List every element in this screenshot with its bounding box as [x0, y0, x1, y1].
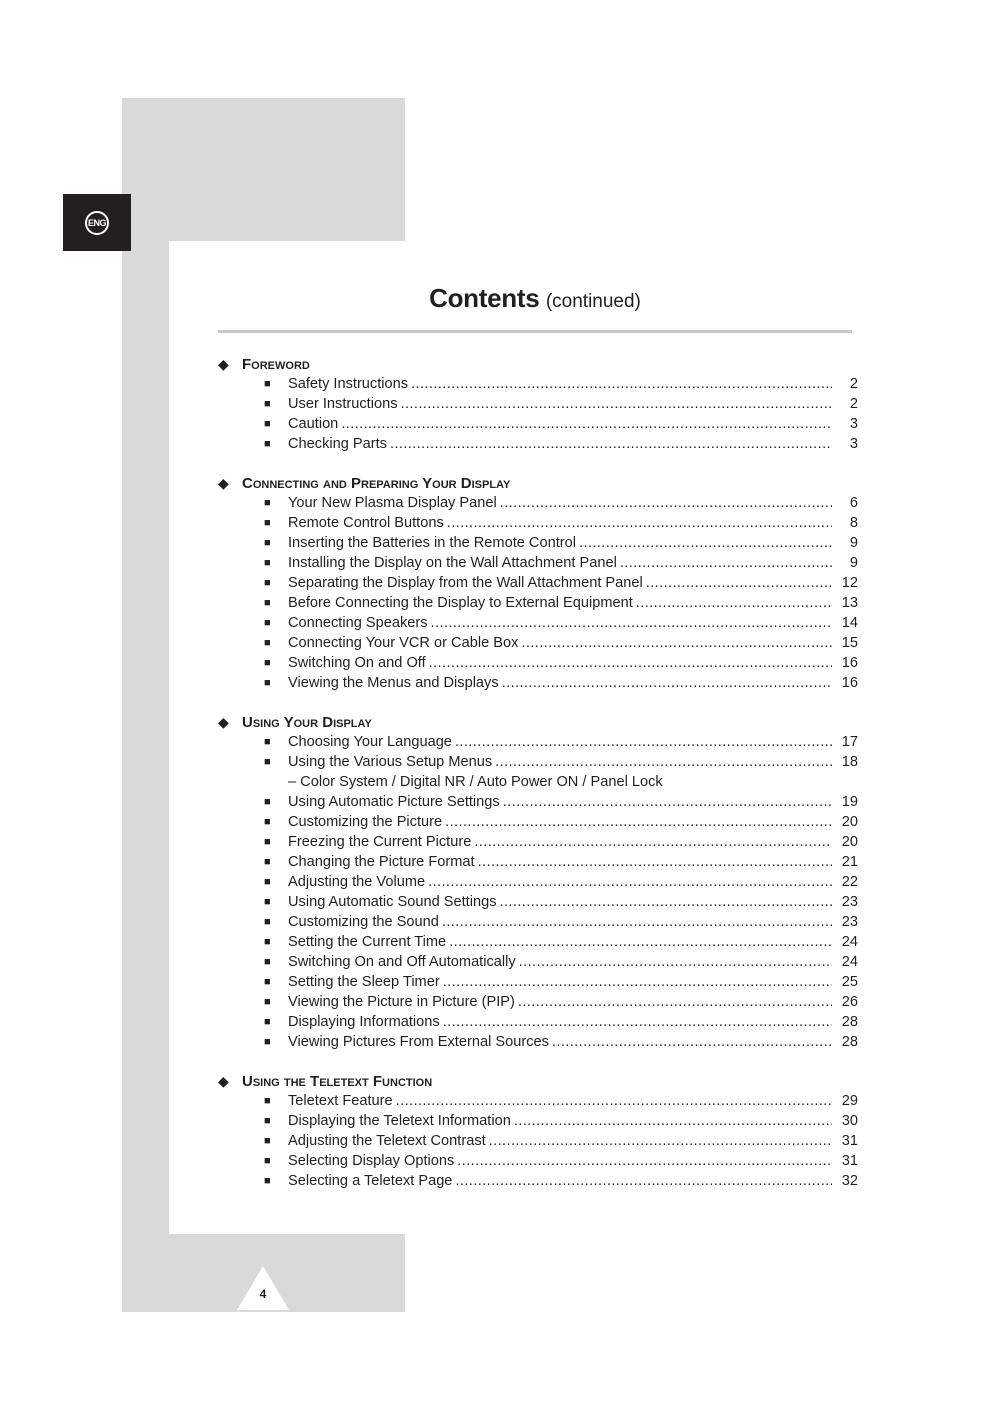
diamond-bullet-icon: ◆ — [218, 356, 229, 372]
title-sub: (continued) — [545, 291, 641, 312]
toc-entry-page: 28 — [839, 1032, 858, 1052]
toc-entry-title: Adjusting the Teletext Contrast — [288, 1133, 489, 1149]
square-bullet-icon: ■ — [264, 856, 271, 868]
square-bullet-icon: ■ — [264, 418, 271, 430]
toc-entry[interactable] — [218, 553, 858, 573]
toc-entry[interactable] — [218, 952, 858, 972]
toc-entry-page: 24 — [839, 932, 858, 952]
toc-entry-title: Displaying the Teletext Information — [288, 1113, 514, 1129]
dot-leader — [288, 1012, 832, 1032]
toc-entry-page: 20 — [839, 812, 858, 832]
toc-entry-page: 23 — [839, 912, 858, 932]
dot-leader — [288, 613, 832, 633]
dot-leader — [288, 952, 832, 972]
square-bullet-icon: ■ — [264, 896, 271, 908]
dot-leader — [288, 872, 832, 892]
toc-entry[interactable] — [218, 852, 858, 872]
toc-entry[interactable] — [218, 872, 858, 892]
toc-entry[interactable] — [218, 414, 858, 434]
square-bullet-icon: ■ — [264, 1095, 271, 1107]
dot-leader — [288, 493, 832, 513]
toc-entry[interactable] — [218, 1171, 858, 1191]
title-divider — [218, 330, 852, 333]
toc-entry-title: Switching On and Off — [288, 655, 429, 671]
toc-entry[interactable] — [218, 394, 858, 414]
toc-entry-title: Separating the Display from the Wall Attachment Panel — [288, 575, 646, 591]
toc-entry-title: Viewing the Picture in Picture (PIP) — [288, 994, 518, 1010]
square-bullet-icon: ■ — [264, 736, 271, 748]
toc-entry-page: 26 — [839, 992, 858, 1012]
toc-entry-title: Selecting Display Options — [288, 1153, 457, 1169]
section-heading — [218, 1071, 858, 1091]
toc-entry-page: 13 — [839, 593, 858, 613]
dot-leader — [288, 932, 832, 952]
square-bullet-icon: ■ — [264, 956, 271, 968]
square-bullet-icon: ■ — [264, 916, 271, 928]
diamond-bullet-icon: ◆ — [218, 1073, 229, 1089]
toc-entry-title: Connecting Speakers — [288, 615, 431, 631]
dot-leader — [288, 1032, 832, 1052]
square-bullet-icon: ■ — [264, 1016, 271, 1028]
square-bullet-icon: ■ — [264, 1175, 271, 1187]
square-bullet-icon: ■ — [264, 637, 271, 649]
toc-entry[interactable] — [218, 1012, 858, 1032]
toc-entry[interactable] — [218, 653, 858, 673]
table-of-contents — [218, 354, 858, 1210]
toc-entry[interactable] — [218, 972, 858, 992]
toc-entry-page: 19 — [839, 792, 858, 812]
page-title — [218, 283, 852, 314]
dot-leader — [288, 513, 832, 533]
square-bullet-icon: ■ — [264, 1036, 271, 1048]
section-heading-text: Using the Teletext Function — [242, 1073, 433, 1090]
toc-entry[interactable] — [218, 912, 858, 932]
toc-entry[interactable] — [218, 493, 858, 513]
toc-entry-title: Inserting the Batteries in the Remote Control — [288, 535, 579, 551]
dot-leader — [288, 533, 832, 553]
toc-entry-title: Before Connecting the Display to External Equipment — [288, 595, 636, 611]
toc-entry-page: 23 — [839, 892, 858, 912]
section-heading — [218, 354, 858, 374]
toc-section — [218, 354, 858, 454]
square-bullet-icon: ■ — [264, 756, 271, 768]
square-bullet-icon: ■ — [264, 398, 271, 410]
toc-entry-page: 9 — [847, 533, 858, 553]
square-bullet-icon: ■ — [264, 657, 271, 669]
toc-entry-page: 31 — [839, 1151, 858, 1171]
section-heading — [218, 712, 858, 732]
dot-leader — [288, 374, 832, 394]
diamond-bullet-icon: ◆ — [218, 714, 229, 730]
diamond-bullet-icon: ◆ — [218, 475, 229, 491]
square-bullet-icon: ■ — [264, 438, 271, 450]
dot-leader — [288, 912, 832, 932]
toc-entry-page: 30 — [839, 1111, 858, 1131]
dot-leader — [288, 1111, 832, 1131]
toc-entry-page: 21 — [839, 852, 858, 872]
square-bullet-icon: ■ — [264, 796, 271, 808]
toc-entry[interactable] — [218, 892, 858, 912]
dot-leader — [288, 414, 832, 434]
dot-leader — [288, 812, 832, 832]
toc-entry[interactable] — [218, 732, 858, 752]
dot-leader — [288, 892, 832, 912]
toc-entry-page: 14 — [839, 613, 858, 633]
toc-entry-title: Selecting a Teletext Page — [288, 1173, 455, 1189]
toc-entry[interactable] — [218, 1151, 858, 1171]
toc-entry[interactable] — [218, 434, 858, 454]
language-badge: ENG — [85, 211, 109, 235]
toc-entry-page: 3 — [847, 434, 858, 454]
toc-entry[interactable] — [218, 513, 858, 533]
toc-entry[interactable] — [218, 593, 858, 613]
square-bullet-icon: ■ — [264, 517, 271, 529]
dot-leader — [288, 832, 832, 852]
toc-entry-title: Viewing Pictures From External Sources — [288, 1034, 552, 1050]
toc-entry-subline: – Color System / Digital NR / Auto Power ON / Panel Lock — [288, 774, 663, 790]
toc-entry-title: Using Automatic Picture Settings — [288, 794, 503, 810]
toc-entry-title: Connecting Your VCR or Cable Box — [288, 635, 521, 651]
square-bullet-icon: ■ — [264, 497, 271, 509]
toc-entry[interactable] — [218, 533, 858, 553]
toc-entry-page: 31 — [839, 1131, 858, 1151]
dot-leader — [288, 792, 832, 812]
toc-section — [218, 1071, 858, 1191]
toc-entry-title: Safety Instructions — [288, 376, 411, 392]
toc-entry-page: 18 — [839, 752, 858, 772]
toc-section — [218, 712, 858, 1052]
toc-section — [218, 473, 858, 693]
dot-leader — [288, 1171, 832, 1191]
toc-entry[interactable] — [218, 1131, 858, 1151]
dot-leader — [288, 653, 832, 673]
page-number: 4 — [259, 1287, 267, 1301]
decor-grey-bar-left — [122, 241, 169, 1312]
square-bullet-icon: ■ — [264, 816, 271, 828]
toc-entry-page: 3 — [847, 414, 858, 434]
toc-entry-title: Customizing the Sound — [288, 914, 442, 930]
dot-leader — [288, 553, 832, 573]
toc-entry[interactable] — [218, 1111, 858, 1131]
square-bullet-icon: ■ — [264, 577, 271, 589]
toc-entry-page: 25 — [839, 972, 858, 992]
toc-entry[interactable] — [218, 832, 858, 852]
section-heading-text: Using Your Display — [242, 714, 372, 731]
square-bullet-icon: ■ — [264, 936, 271, 948]
toc-entry-title: Setting the Current Time — [288, 934, 449, 950]
square-bullet-icon: ■ — [264, 378, 271, 390]
dot-leader — [288, 593, 832, 613]
toc-entry-page: 29 — [839, 1091, 858, 1111]
square-bullet-icon: ■ — [264, 557, 271, 569]
toc-entry-page: 24 — [839, 952, 858, 972]
dot-leader — [288, 992, 832, 1012]
dot-leader — [288, 972, 832, 992]
square-bullet-icon: ■ — [264, 1115, 271, 1127]
decor-grey-block-top — [122, 98, 405, 241]
dot-leader — [288, 1151, 832, 1171]
toc-entry-page: 2 — [847, 394, 858, 414]
toc-entry[interactable] — [218, 613, 858, 633]
dot-leader — [288, 1131, 832, 1151]
toc-entry-page: 8 — [847, 513, 858, 533]
dot-leader — [288, 852, 832, 872]
square-bullet-icon: ■ — [264, 677, 271, 689]
toc-entry[interactable] — [218, 752, 858, 772]
dot-leader — [288, 394, 832, 414]
toc-entry-title: Using Automatic Sound Settings — [288, 894, 500, 910]
toc-entry-title: Viewing the Menus and Displays — [288, 675, 502, 691]
toc-entry[interactable] — [218, 1091, 858, 1111]
dot-leader — [288, 633, 832, 653]
toc-entry-title: Caution — [288, 416, 341, 432]
toc-entry-title: Remote Control Buttons — [288, 515, 447, 531]
square-bullet-icon: ■ — [264, 876, 271, 888]
toc-entry-page: 17 — [839, 732, 858, 752]
toc-entry[interactable] — [218, 992, 858, 1012]
toc-entry[interactable] — [218, 932, 858, 952]
toc-entry-title: Choosing Your Language — [288, 734, 455, 750]
toc-entry[interactable] — [218, 792, 858, 812]
square-bullet-icon: ■ — [264, 976, 271, 988]
dot-leader — [288, 573, 832, 593]
square-bullet-icon: ■ — [264, 996, 271, 1008]
toc-entry-title: Adjusting the Volume — [288, 874, 428, 890]
toc-entry-page: 22 — [839, 872, 858, 892]
toc-entry-page: 12 — [839, 573, 858, 593]
dot-leader — [288, 732, 832, 752]
toc-entry-page: 32 — [839, 1171, 858, 1191]
toc-entry[interactable] — [218, 573, 858, 593]
toc-entry-page: 2 — [847, 374, 858, 394]
toc-entry-title: Displaying Informations — [288, 1014, 443, 1030]
toc-entry-page: 9 — [847, 553, 858, 573]
toc-entry-page: 16 — [839, 673, 858, 693]
toc-entry-title: Setting the Sleep Timer — [288, 974, 443, 990]
toc-entry-title: Your New Plasma Display Panel — [288, 495, 500, 511]
toc-entry-page: 6 — [847, 493, 858, 513]
dot-leader — [288, 1091, 832, 1111]
toc-entry-title: Freezing the Current Picture — [288, 834, 474, 850]
toc-entry[interactable] — [218, 812, 858, 832]
toc-entry-title: Teletext Feature — [288, 1093, 396, 1109]
dot-leader — [288, 752, 832, 772]
square-bullet-icon: ■ — [264, 597, 271, 609]
toc-entry-page: 28 — [839, 1012, 858, 1032]
toc-entry-title: User Instructions — [288, 396, 401, 412]
dot-leader — [288, 673, 832, 693]
toc-entry-title: Checking Parts — [288, 436, 390, 452]
square-bullet-icon: ■ — [264, 836, 271, 848]
toc-entry-page: 20 — [839, 832, 858, 852]
square-bullet-icon: ■ — [264, 617, 271, 629]
section-heading-text: Foreword — [242, 356, 310, 373]
toc-entry-title: Using the Various Setup Menus — [288, 754, 495, 770]
toc-entry-page: 16 — [839, 653, 858, 673]
square-bullet-icon: ■ — [264, 1135, 271, 1147]
toc-entry-title: Changing the Picture Format — [288, 854, 478, 870]
toc-entry-title: Customizing the Picture — [288, 814, 445, 830]
toc-entry-title: Switching On and Off Automatically — [288, 954, 519, 970]
square-bullet-icon: ■ — [264, 537, 271, 549]
toc-entry[interactable] — [218, 1032, 858, 1052]
square-bullet-icon: ■ — [264, 1155, 271, 1167]
toc-entry[interactable] — [218, 374, 858, 394]
toc-entry-page: 15 — [839, 633, 858, 653]
section-heading — [218, 473, 858, 493]
language-tab — [63, 194, 131, 251]
dot-leader — [288, 434, 832, 454]
toc-entry-title: Installing the Display on the Wall Attachment Panel — [288, 555, 620, 571]
toc-entry[interactable] — [218, 633, 858, 653]
toc-entry[interactable] — [218, 673, 858, 693]
section-heading-text: Connecting and Preparing Your Display — [242, 475, 511, 492]
title-main: Contents — [429, 283, 540, 313]
